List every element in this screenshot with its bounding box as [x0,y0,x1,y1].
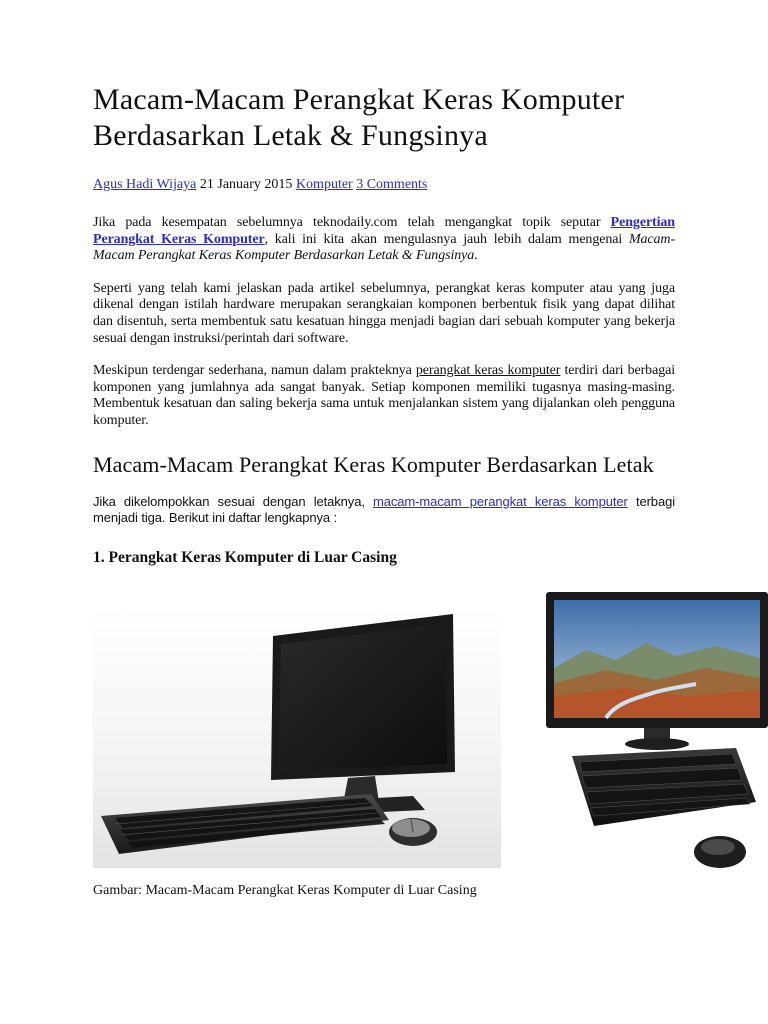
intro-text-a: Jika pada kesempatan sebelumnya teknodaily.com telah mengangkat topik seputar [93,215,611,230]
section-text-a: Jika dikelompokkan sesuai dengan letaknya, [93,493,374,509]
computer-photo-left [93,606,501,868]
intro-paragraph-3 [93,363,675,429]
section-paragraph [93,494,675,527]
intro-text-b: , kali ini kita akan mengulasnya jauh lebih dalam mengenai [264,231,629,247]
intro-text-c: . [474,248,478,264]
author-link[interactable]: Agus Hadi Wijaya [93,177,197,192]
pengertian-link[interactable]: Pengertian Perangkat Keras Komputer [93,215,675,247]
p3-text-a: Meskipun terdengar sederhana, namun dalam prakteknya [93,363,416,379]
post-date: 21 January 2015 [199,177,293,192]
section-heading: Macam-Macam Perangkat Keras Komputer Berdasarkan Letak [93,451,654,477]
image-caption: Gambar: Macam-Macam Perangkat Keras Komputer di Luar Casing [93,883,477,898]
intro-paragraph-1 [93,215,675,265]
article [93,82,675,568]
perangkat-keras-link[interactable]: perangkat keras komputer [415,363,561,379]
computer-photo-right [546,588,768,876]
p3-text-b: terdiri dari berbagai komponen yang jumlahnya ada sangat banyak. Setiap komponen memiliki tugasnya masing-masing. Membentuk kesatuan dan saling bekerja sama untuk menjalankan sistem yang dijalankan oleh pengguna komputer. [93,363,675,428]
intro-paragraph-2: Seperti yang telah kami jelaskan pada artikel sebelumnya, perangkat keras komputer atau yang juga dikenal dengan istilah hardware merupakan serangkaian komponen berbentuk fisik yang dapat dilihat dan disentuh, serta membentuk satu kesatuan hingga menjadi bagian dari sebuah komputer yang bekerja sesuai dengan instruksi/perintah dari software. [93,280,675,346]
section-text-b: terbagi menjadi tiga. Berikut ini daftar lengkapnya : [93,493,675,526]
subsection-heading: 1. Perangkat Keras Komputer di Luar Casing [93,548,397,566]
macam-macam-link[interactable]: macam-macam perangkat keras komputer [373,493,628,509]
article-title: Macam-Macam Perangkat Keras Komputer Berdasarkan Letak & Fungsinya [93,83,625,152]
intro-italic-title: Macam-Macam Perangkat Keras Komputer Berdasarkan Letak & Fungsinya [93,231,676,264]
article-meta [93,176,675,194]
comments-link[interactable]: 3 Comments [356,177,428,192]
category-link[interactable]: Komputer [295,177,353,192]
